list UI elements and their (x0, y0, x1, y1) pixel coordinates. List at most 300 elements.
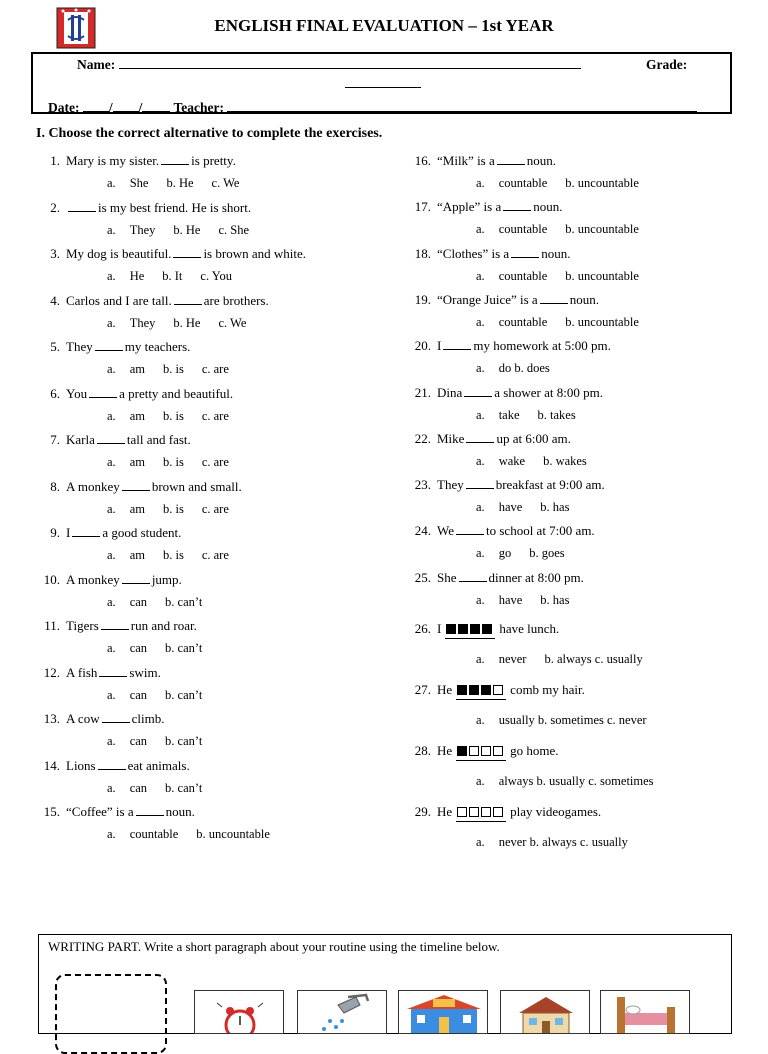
answer-option[interactable]: wake (498, 453, 526, 468)
frequency-square (457, 685, 467, 695)
question-row (36, 665, 161, 681)
frequency-square (469, 746, 479, 756)
answer-blank[interactable] (68, 201, 96, 212)
question-text: Carlos and I are tall. (66, 292, 172, 308)
answer-blank[interactable] (97, 433, 125, 444)
answer-option[interactable]: a. (107, 455, 116, 469)
answer-option[interactable]: b. can’t (165, 594, 203, 609)
answer-blank[interactable] (497, 154, 525, 165)
question-number: 2. (50, 199, 60, 215)
answer-blank[interactable] (466, 478, 494, 489)
question-text: He (437, 682, 453, 697)
frequency-scale (456, 743, 506, 761)
house-icon (500, 990, 590, 1034)
answer-option[interactable]: a. (476, 222, 485, 237)
date-teacher-row (48, 100, 697, 116)
question-text: Lions (66, 757, 96, 773)
question-row (36, 246, 306, 262)
question-text: comb my hair. (510, 682, 585, 697)
answer-option[interactable]: a. (476, 361, 485, 376)
question-text: a shower at 8:00 pm. (494, 384, 603, 400)
answer-option[interactable]: b. can’t (165, 734, 203, 748)
answer-blank[interactable] (540, 293, 568, 304)
question-text: eat animals. (127, 757, 190, 773)
answer-option[interactable]: a. (476, 268, 485, 283)
answer-option[interactable]: countable (498, 176, 548, 190)
frequency-scale (456, 804, 506, 822)
question-text: noun. (569, 291, 599, 307)
date-day-field[interactable] (83, 100, 109, 112)
answer-option[interactable]: a. (107, 641, 116, 655)
question-text: Mike (437, 430, 465, 446)
answer-blank[interactable] (122, 480, 150, 491)
question-number: 22. (414, 430, 431, 446)
answer-option[interactable]: a. (476, 652, 485, 666)
question-text: tall and fast. (126, 432, 191, 447)
question-number: 25. (414, 569, 431, 585)
bed-icon (600, 990, 690, 1034)
question-number: 12. (43, 664, 60, 680)
answer-option[interactable]: a. (107, 827, 116, 841)
answer-options (476, 713, 665, 728)
answer-option[interactable]: have (498, 500, 523, 515)
question-row (407, 682, 585, 700)
answer-option[interactable]: b. He (166, 176, 194, 190)
answer-option[interactable]: countable (129, 827, 179, 841)
answer-blank[interactable] (503, 200, 531, 211)
question-text: noun. (526, 153, 557, 168)
question-row (36, 153, 236, 169)
question-text: breakfast at 9:00 am. (495, 477, 605, 493)
question-number: 17. (414, 199, 431, 215)
answer-option[interactable]: He (129, 269, 145, 283)
answer-option[interactable]: b. always c. usually (544, 652, 643, 666)
answer-option[interactable]: a. (476, 713, 485, 727)
question-number: 10. (43, 571, 60, 587)
question-row (36, 711, 164, 727)
question-text: “Orange Juice” is a (437, 291, 538, 307)
answer-option[interactable]: am (129, 362, 145, 376)
question-row (407, 199, 563, 215)
name-field[interactable] (119, 57, 581, 69)
question-number: 14. (43, 757, 60, 773)
answer-options (107, 641, 220, 656)
question-number: 27. (414, 682, 431, 697)
frequency-square (493, 685, 503, 695)
answer-blank[interactable] (98, 759, 126, 770)
name-label: Name: (77, 57, 116, 72)
question-number: 20. (414, 338, 431, 354)
teacher-field[interactable] (227, 100, 697, 112)
frequency-scale (445, 621, 495, 639)
frequency-square (458, 624, 468, 634)
grade-field[interactable] (345, 76, 421, 88)
answer-option[interactable]: a. (476, 500, 485, 515)
answer-blank[interactable] (95, 340, 123, 351)
question-row (407, 621, 559, 639)
date-separator: / (108, 100, 113, 115)
shower-icon (297, 990, 387, 1034)
question-text: is pretty. (191, 153, 236, 168)
answer-options (476, 269, 657, 284)
answer-options (476, 315, 657, 330)
answer-option[interactable]: a. (476, 835, 485, 849)
answer-options (476, 408, 594, 423)
question-number: 24. (414, 523, 431, 539)
answer-option[interactable]: am (129, 501, 145, 516)
question-row (36, 432, 191, 448)
question-row (407, 743, 559, 761)
answer-option[interactable]: a. (476, 774, 485, 788)
answer-option[interactable]: c. are (201, 362, 229, 376)
answer-option[interactable]: am (129, 548, 145, 562)
question-number: 23. (414, 477, 431, 493)
question-text: I (437, 338, 442, 354)
answer-option[interactable]: They (129, 222, 156, 237)
answer-options (107, 548, 247, 563)
question-text: up at 6:00 am. (496, 430, 571, 446)
question-row (36, 758, 190, 774)
question-row (407, 338, 611, 354)
answer-options (107, 269, 250, 284)
question-text: “Coffee” is a (66, 804, 134, 819)
question-row (36, 525, 181, 541)
question-text: A cow (66, 711, 100, 726)
answer-option[interactable]: b. goes (529, 546, 565, 561)
answer-option[interactable]: c. are (201, 408, 229, 423)
answer-option[interactable]: can (129, 734, 148, 748)
question-text: A monkey (66, 571, 120, 587)
page-title: ENGLISH FINAL EVALUATION – 1st YEAR (214, 16, 554, 35)
answer-options (107, 223, 267, 238)
answer-options (476, 593, 587, 608)
question-row (407, 292, 599, 308)
answer-options (107, 362, 247, 377)
answer-option[interactable]: b. It (162, 269, 183, 283)
answer-option[interactable]: She (129, 176, 149, 190)
answer-option[interactable]: b. can’t (165, 780, 203, 795)
question-text: go home. (510, 743, 559, 758)
answer-option[interactable]: a. (107, 176, 116, 190)
answer-option[interactable]: b. has (540, 500, 570, 515)
answer-options (107, 688, 220, 703)
answer-option[interactable]: b. He (173, 222, 201, 237)
writing-instruction: WRITING PART. Write a short paragraph about your routine using the timeline below. (48, 939, 500, 954)
answer-option[interactable]: never (498, 652, 527, 666)
answer-option[interactable]: b. He (173, 315, 201, 330)
answer-option[interactable]: a. (107, 362, 116, 376)
answer-option[interactable]: b. uncountable (196, 827, 270, 841)
question-number: 21. (414, 384, 431, 400)
answer-option[interactable]: a. (107, 780, 116, 795)
question-row (36, 293, 269, 309)
question-text: my teachers. (124, 339, 191, 354)
school-icon (398, 990, 488, 1034)
name-row (77, 57, 581, 73)
question-text: They (66, 339, 93, 354)
answer-option[interactable]: a. (476, 453, 485, 468)
frequency-square (446, 624, 456, 634)
answer-blank[interactable] (122, 573, 150, 584)
question-text: my homework at 5:00 pm. (473, 338, 611, 354)
question-number: 29. (414, 804, 431, 819)
date-label: Date: (48, 100, 80, 115)
frequency-square (457, 746, 467, 756)
frequency-square (481, 685, 491, 695)
question-number: 8. (50, 478, 60, 494)
answer-options (476, 176, 657, 191)
answer-option[interactable]: countable (498, 314, 548, 329)
alarm-clock-icon (194, 990, 284, 1034)
answer-option[interactable]: c. are (201, 501, 229, 516)
question-row (36, 618, 197, 634)
answer-option[interactable]: a. (107, 315, 116, 330)
answer-option[interactable]: c. We (211, 176, 240, 190)
question-row (36, 339, 190, 355)
question-text: noun. (541, 245, 571, 261)
question-text: A fish (66, 664, 98, 680)
answer-option[interactable]: usually b. sometimes c. never (498, 713, 647, 727)
question-row (36, 804, 195, 820)
question-row (407, 246, 570, 262)
date-year-field[interactable] (142, 100, 170, 112)
question-text: dinner at 8:00 pm. (488, 569, 584, 585)
answer-options (107, 409, 247, 424)
answer-option[interactable]: b. is (162, 501, 184, 516)
answer-options (107, 781, 220, 796)
answer-option[interactable]: b. uncountable (565, 222, 639, 237)
question-text: climb. (131, 711, 165, 726)
answer-blank[interactable] (89, 387, 117, 398)
frequency-square (493, 807, 503, 817)
question-text: brown and small. (151, 478, 242, 494)
answer-options (476, 774, 672, 789)
answer-option[interactable]: a. (107, 594, 116, 609)
question-number: 28. (414, 743, 431, 758)
answer-option[interactable]: b. has (540, 592, 570, 607)
question-text: “Clothes” is a (437, 245, 510, 261)
question-number: 11. (44, 618, 60, 633)
answer-option[interactable]: c. She (218, 222, 250, 237)
answer-option[interactable]: b. can’t (165, 641, 203, 655)
answer-option[interactable]: a. (476, 407, 485, 422)
answer-blank[interactable] (459, 571, 487, 582)
question-number: 4. (50, 292, 60, 308)
answer-option[interactable]: can (129, 780, 148, 795)
question-text: is my best friend. He is short. (98, 199, 252, 215)
answer-option[interactable]: b. takes (537, 407, 576, 422)
answer-option[interactable]: b. uncountable (565, 314, 639, 329)
answer-option[interactable]: a. (107, 269, 116, 283)
question-text: We (437, 523, 454, 539)
answer-blank[interactable] (456, 524, 484, 535)
answer-option[interactable]: b. uncountable (565, 176, 639, 190)
question-text: have lunch. (499, 621, 560, 636)
frequency-square (493, 746, 503, 756)
question-text: run and roar. (130, 618, 197, 633)
answer-option[interactable]: a. (476, 176, 485, 190)
answer-blank[interactable] (511, 247, 539, 258)
answer-option[interactable]: am (129, 455, 145, 469)
answer-options (476, 835, 646, 850)
question-text: swim. (129, 664, 161, 680)
grade-label: Grade: (646, 57, 688, 72)
frequency-square (482, 624, 492, 634)
answer-blank[interactable] (466, 432, 494, 443)
question-text: are brothers. (203, 292, 269, 308)
question-text: jump. (151, 571, 182, 587)
question-row (407, 431, 571, 447)
frequency-square (457, 807, 467, 817)
answer-option[interactable]: They (129, 315, 156, 330)
answer-option[interactable]: do b. does (498, 361, 550, 376)
question-row (407, 153, 556, 169)
answer-blank[interactable] (102, 712, 130, 723)
answer-option[interactable]: c. are (201, 455, 229, 469)
question-number: 26. (414, 621, 431, 636)
teacher-label: Teacher: (173, 100, 225, 115)
answer-option[interactable]: go (498, 546, 512, 561)
answer-option[interactable]: a. (476, 314, 485, 329)
question-row (36, 200, 251, 216)
answer-option[interactable]: c. We (218, 315, 247, 330)
answer-option[interactable]: countable (498, 268, 548, 283)
answer-option[interactable]: b. is (162, 548, 184, 562)
question-text: They (437, 477, 464, 493)
question-row (407, 523, 595, 539)
answer-option[interactable]: b. can’t (165, 687, 203, 702)
question-text: “Milk” is a (437, 153, 495, 168)
answer-option[interactable]: a. (107, 501, 116, 516)
frequency-square (469, 685, 479, 695)
section-instruction: I. Choose the correct alternative to complete the exercises. (36, 126, 383, 141)
date-month-field[interactable] (113, 100, 139, 112)
date-separator: / (138, 100, 143, 115)
answer-blank[interactable] (464, 386, 492, 397)
answer-blank[interactable] (99, 666, 127, 677)
question-text: A monkey (66, 478, 120, 494)
question-text: He (437, 743, 453, 758)
answer-option[interactable]: have (498, 592, 523, 607)
answer-options (476, 652, 661, 667)
question-text: “Apple” is a (437, 199, 502, 215)
question-text: to school at 7:00 am. (486, 523, 595, 539)
answer-options (107, 827, 288, 842)
answer-options (107, 502, 247, 517)
answer-option[interactable]: can (129, 641, 148, 655)
answer-option[interactable]: a. (107, 222, 116, 237)
question-text: I (66, 525, 71, 540)
answer-blank[interactable] (136, 805, 164, 816)
question-number: 6. (50, 385, 60, 401)
question-number: 18. (414, 245, 431, 261)
answer-blank[interactable] (72, 526, 100, 537)
answer-options (107, 455, 247, 470)
frequency-scale (456, 682, 506, 700)
answer-options (476, 546, 583, 561)
answer-options (107, 316, 264, 331)
answer-option[interactable]: countable (498, 222, 548, 237)
answer-option[interactable]: a. (107, 548, 116, 562)
question-number: 15. (43, 804, 60, 819)
answer-option[interactable]: can (129, 594, 148, 609)
answer-option[interactable]: c. are (201, 548, 229, 562)
answer-option[interactable]: never b. always c. usually (498, 835, 628, 849)
question-row (407, 385, 603, 401)
question-number: 16. (414, 153, 431, 168)
answer-options (107, 595, 220, 610)
question-text: a good student. (102, 525, 182, 540)
answer-option[interactable]: b. uncountable (565, 268, 639, 283)
question-text: noun. (533, 199, 563, 215)
question-number: 1. (50, 153, 60, 168)
question-row (36, 572, 182, 588)
question-text: Mary is my sister. (66, 153, 160, 168)
answer-options (476, 454, 605, 469)
answer-option[interactable]: b. is (162, 408, 184, 423)
answer-option[interactable]: a. (107, 734, 116, 748)
answer-blank[interactable] (101, 619, 129, 630)
question-number: 13. (43, 711, 60, 726)
answer-option[interactable]: a. (476, 592, 485, 607)
frequency-square (470, 624, 480, 634)
answer-option[interactable]: can (129, 687, 148, 702)
frequency-square (469, 807, 479, 817)
question-text: She (437, 569, 457, 585)
question-number: 5. (50, 339, 60, 354)
question-text: You (66, 385, 88, 401)
answer-option[interactable]: c. You (200, 269, 233, 283)
question-row (407, 804, 601, 822)
question-text: I (437, 621, 442, 636)
answer-options (476, 500, 587, 515)
question-text: noun. (165, 804, 195, 819)
answer-blank[interactable] (174, 294, 202, 305)
answer-option[interactable]: b. is (162, 455, 184, 469)
answer-option[interactable]: b. wakes (543, 453, 587, 468)
frequency-square (481, 807, 491, 817)
answer-options (107, 176, 257, 191)
question-text: a pretty and beautiful. (119, 385, 234, 401)
question-text: My dog is beautiful. (66, 246, 172, 261)
question-row (407, 477, 605, 493)
frequency-square (481, 746, 491, 756)
answer-option[interactable]: take (498, 407, 520, 422)
answer-option[interactable]: a. (476, 546, 485, 561)
question-number: 19. (414, 291, 431, 307)
question-row (36, 479, 242, 495)
writing-start-box (55, 974, 167, 1054)
answer-option[interactable]: a. (107, 408, 116, 423)
answer-blank[interactable] (161, 154, 189, 165)
answer-option[interactable]: am (129, 408, 145, 423)
question-text: play videogames. (510, 804, 602, 819)
answer-options (476, 222, 657, 237)
answer-option[interactable]: b. is (162, 362, 184, 376)
answer-options (476, 361, 568, 376)
question-row (407, 570, 584, 586)
answer-option[interactable]: a. (107, 687, 116, 702)
answer-blank[interactable] (173, 247, 201, 258)
answer-option[interactable]: always b. usually c. sometimes (498, 774, 654, 788)
question-number: 7. (50, 432, 60, 447)
answer-blank[interactable] (443, 339, 471, 350)
question-row (36, 386, 233, 402)
question-text: Tigers (66, 618, 99, 633)
question-text: Karla (66, 432, 95, 447)
question-text: is brown and white. (203, 246, 306, 261)
question-number: 9. (50, 525, 60, 540)
